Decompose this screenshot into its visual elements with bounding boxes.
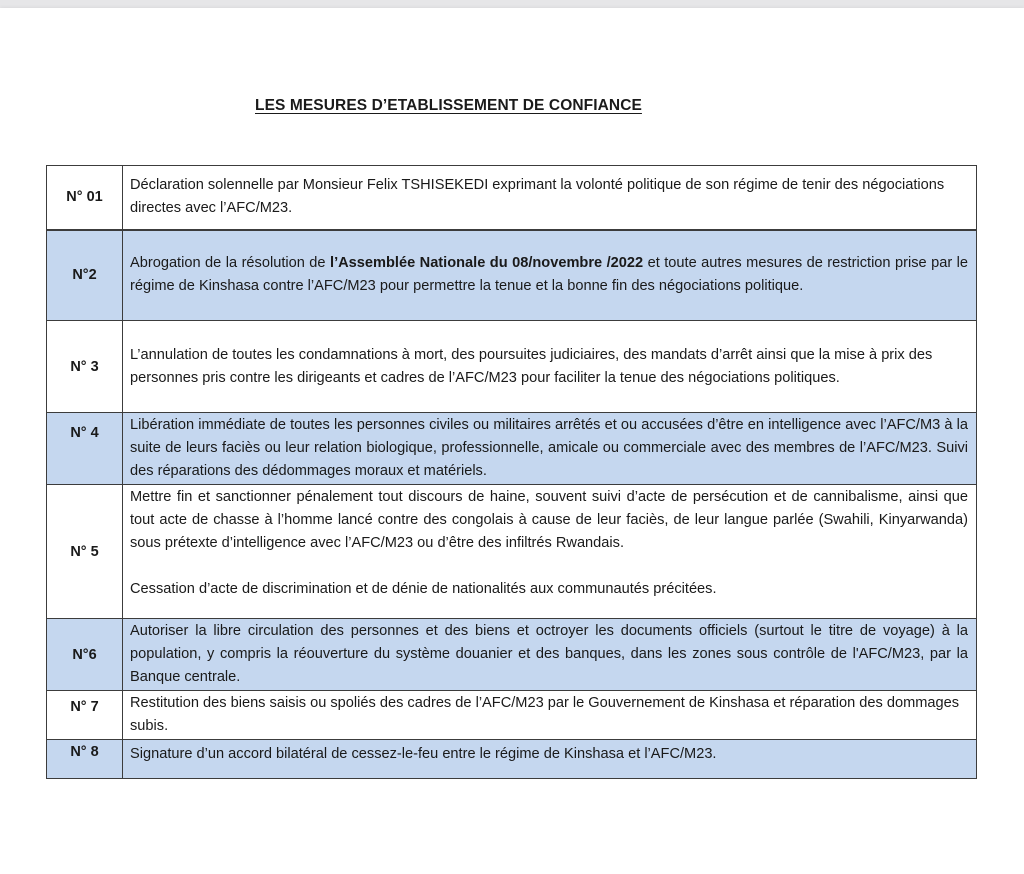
row-text: L’annulation de toutes les condamnations à mort, des poursuites judiciaires, des mandats d’arrêt ainsi que la mise à prix des personnes pris contre les dirigeants et cadres de l’AFC/M23 pour faciliter la tenue des négociations politiques.: [123, 321, 977, 413]
row-text-part: Abrogation de la résolution de: [130, 255, 331, 272]
table-row: [47, 321, 977, 413]
measures-table: [46, 165, 977, 779]
row-number: N° 5: [47, 485, 123, 619]
table-row: [47, 619, 977, 691]
row-text: [123, 230, 977, 321]
row-text: Autoriser la libre circulation des personnes et des biens et octroyer les documents officiels (surtout le titre de voyage) à la population, y compris la réouverture du système douanier et des banques, dans les zones sous contrôle de l'AFC/M23, par la Banque centrale.: [123, 619, 977, 691]
document-page: [0, 8, 1024, 874]
row-text: [123, 485, 977, 619]
row-number: N° 8: [47, 740, 123, 779]
table-row: [47, 740, 977, 779]
row-number: N° 7: [47, 691, 123, 740]
table-row: [47, 691, 977, 740]
table-row: [47, 413, 977, 485]
table-row: [47, 230, 977, 321]
row-number: N° 01: [47, 166, 123, 230]
row-text: Signature d’un accord bilatéral de cessez-le-feu entre le régime de Kinshasa et l’AFC/M23.: [123, 740, 977, 779]
document-title: LES MESURES D’ETABLISSEMENT DE CONFIANCE: [255, 97, 642, 114]
row-number: N° 3: [47, 321, 123, 413]
row-text-bold: l’Assemblée Nationale du 08/novembre /2022: [330, 255, 644, 272]
row-text-paragraph: Cessation d’acte de discrimination et de dénie de nationalités aux communautés précitées.: [130, 581, 717, 597]
row-text-part: et toute autres mesures de restriction prise par le régime de Kinshasa contre l’AFC/M23 pour permettre la tenue et la bonne fin des négociations politique.: [130, 255, 969, 295]
row-number: N°2: [47, 230, 123, 321]
row-text-paragraph: Mettre fin et sanctionner pénalement tout discours de haine, souvent suivi d’acte de persécution et de cannibalisme, ainsi que tout acte de chasse à l’homme lancé contre des congolais à cause de leur faciès, de leur langue parlée (Swahili, Kinyarwanda) sous prétexte d’intelligence avec l’AFC/M23 ou d’être des infiltrés Rwandais.: [130, 489, 968, 551]
row-number: N°6: [47, 619, 123, 691]
row-number: N° 4: [47, 413, 123, 485]
row-text: Déclaration solennelle par Monsieur Felix TSHISEKEDI exprimant la volonté politique de son régime de tenir des négociations directes avec l’AFC/M23.: [123, 166, 977, 230]
row-text: Libération immédiate de toutes les personnes civiles ou militaires arrêtés et ou accusées d’être en intelligence avec l’AFC/M3 à la suite de leurs faciès ou leur relation biologique, professionnelle, amicale ou commerciale avec des membres de l’AFC/M23. Suivi des réparations des dédommages moraux et matériels.: [123, 413, 977, 485]
row-text: Restitution des biens saisis ou spoliés des cadres de l’AFC/M23 par le Gouvernement de Kinshasa et réparation des dommages subis.: [123, 691, 977, 740]
table-row: [47, 166, 977, 230]
table-row: [47, 485, 977, 619]
